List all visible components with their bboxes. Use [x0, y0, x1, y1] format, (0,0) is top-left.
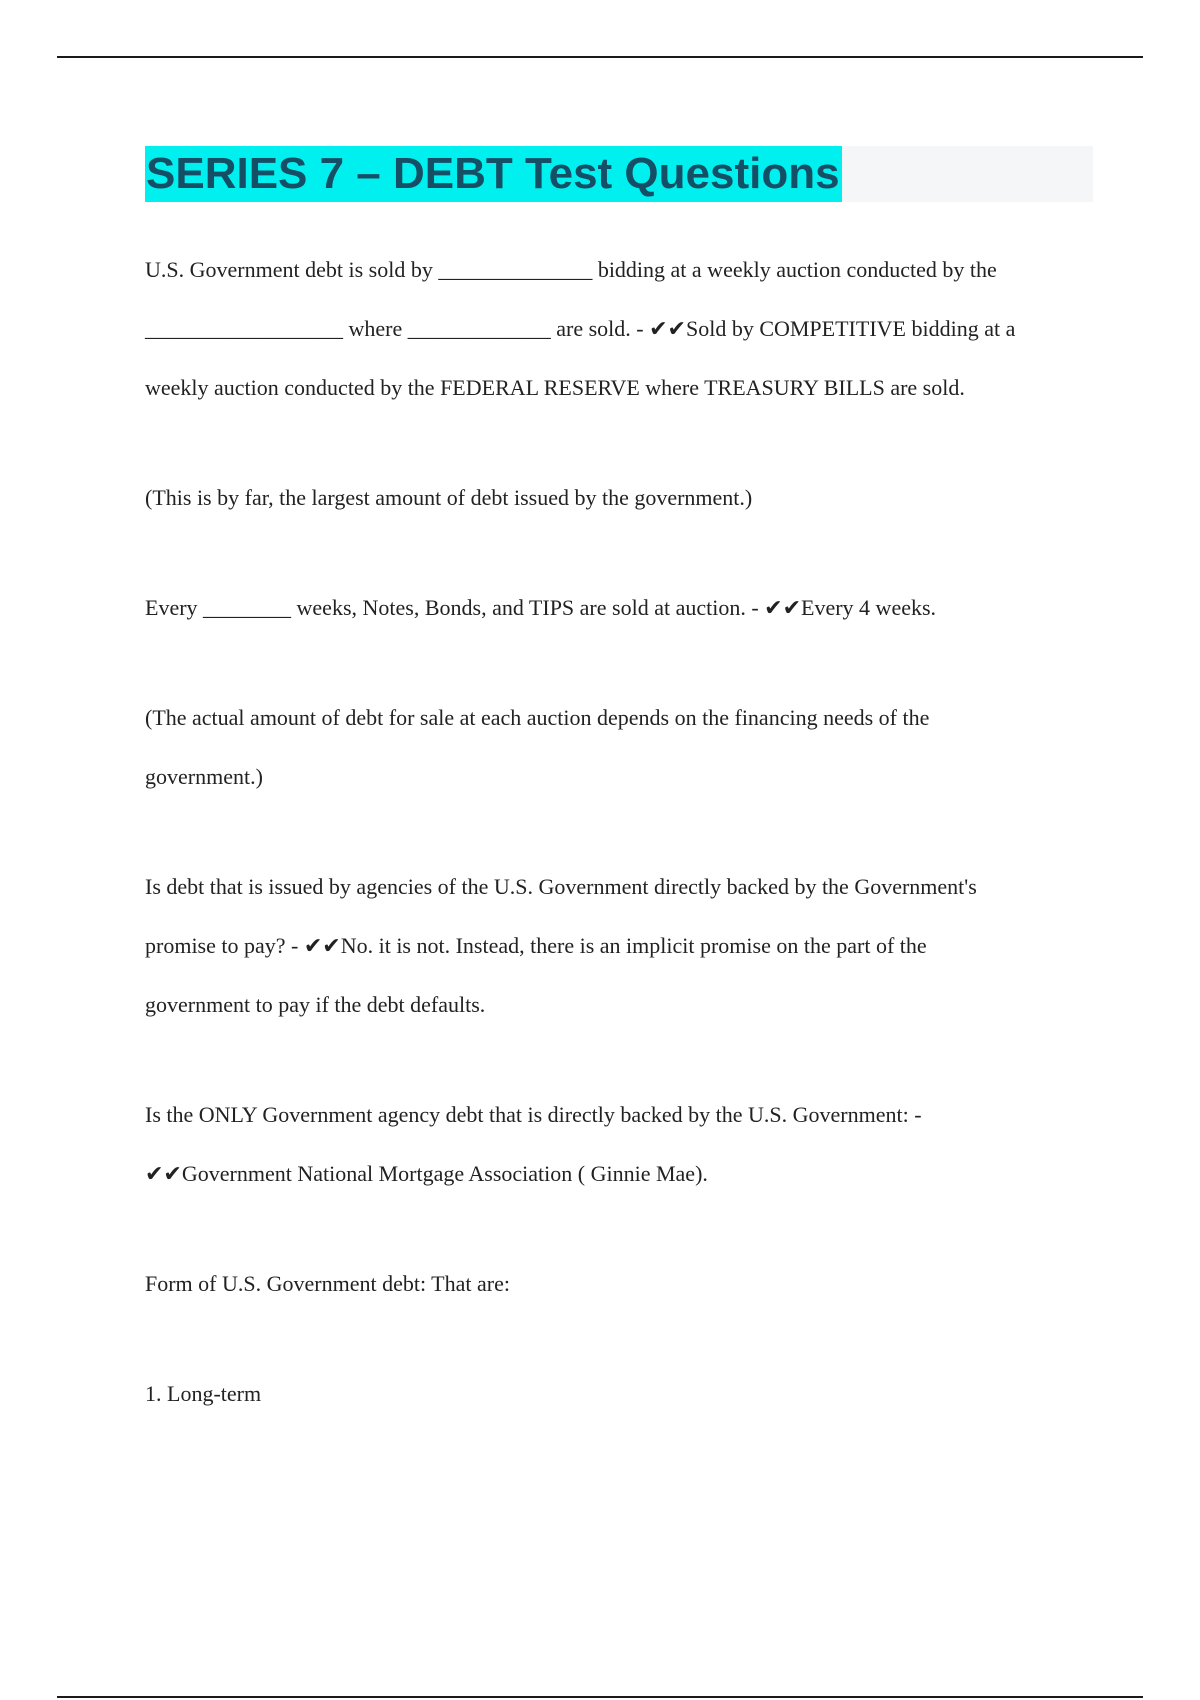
question-paragraph [145, 240, 1085, 417]
note-paragraph [145, 688, 1085, 806]
text-line: ✔✔Government National Mortgage Association ( Ginnie Mae). [145, 1161, 708, 1186]
text-line: U.S. Government debt is sold by ______________ bidding at a weekly auction conducted by the [145, 257, 997, 282]
question-paragraph [145, 1254, 1085, 1313]
text-line: 1. Long-term [145, 1381, 262, 1406]
document-body [145, 240, 1085, 1423]
text-line: Every ________ weeks, Notes, Bonds, and TIPS are sold at auction. - ✔✔Every 4 weeks. [145, 595, 937, 620]
text-line: government to pay if the debt defaults. [145, 992, 486, 1017]
question-paragraph [145, 857, 1085, 1034]
text-line: government.) [145, 764, 263, 789]
note-paragraph [145, 468, 1085, 527]
text-line: weekly auction conducted by the FEDERAL RESERVE where TREASURY BILLS are sold. [145, 375, 965, 400]
text-line: promise to pay? - ✔✔No. it is not. Instead, there is an implicit promise on the part of the [145, 933, 927, 958]
text-line: (This is by far, the largest amount of debt issued by the government.) [145, 485, 753, 510]
bottom-rule [57, 1696, 1143, 1698]
list-item [145, 1364, 1085, 1423]
text-line: Form of U.S. Government debt: That are: [145, 1271, 510, 1296]
text-line: __________________ where _____________ are sold. - ✔✔Sold by COMPETITIVE bidding at a [145, 316, 1016, 341]
text-line: Is debt that is issued by agencies of the U.S. Government directly backed by the Government's [145, 874, 977, 899]
text-line: (The actual amount of debt for sale at each auction depends on the financing needs of the [145, 705, 930, 730]
text-line: Is the ONLY Government agency debt that is directly backed by the U.S. Government: - [145, 1102, 922, 1127]
top-rule [57, 56, 1143, 58]
question-paragraph [145, 1085, 1085, 1203]
page-title: SERIES 7 – DEBT Test Questions [145, 146, 842, 202]
question-paragraph [145, 578, 1085, 637]
